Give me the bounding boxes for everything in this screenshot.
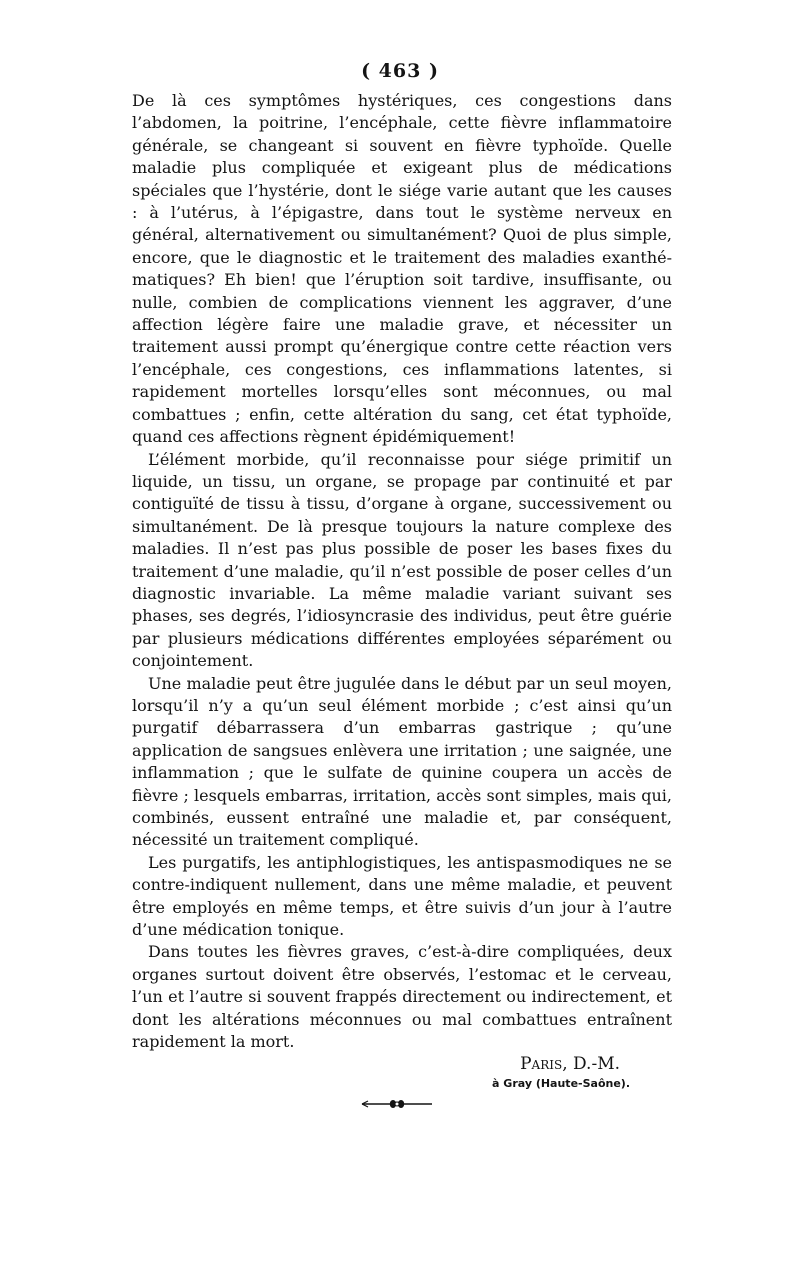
end-ornament-icon [360, 1097, 434, 1111]
body-text [132, 90, 672, 1053]
page-number: ( 463 ) [361, 60, 439, 82]
author-location: à Gray (Haute-Saône). [492, 1077, 630, 1090]
author-signature: Paris, D.-M. [520, 1054, 620, 1074]
paragraph-4: Les purgatifs, les antiphlogistiques, les antispasmodiques ne se contre-indiquent nullement, dans une même maladie, et peuvent être employés en même temps, et être suivis d’un jour à l’autre d’une médication tonique. [132, 852, 672, 940]
paragraph-3: Une maladie peut être jugulée dans le début par un seul moyen, lorsqu’il n’y a qu’un seul élément morbide ; c’est ainsi qu’un purgatif débarrassera d’un embarras gastrique ; qu’une application de sangsues enlèvera une irritation ; une saignée, une inflammation ; que le sulfate de quinine coupera un accès de fièvre ; lesquels embarras, irritation, accès sont simples, mais qui, combinés, eussent entraîné une maladie et, par conséquent, nécessité un traitement compliqué. [132, 673, 672, 850]
paragraph-1: De là ces symptômes hystériques, ces congestions dans l’abdomen, la poitrine, l’encéphale, cette fièvre inflammatoire générale, se changeant si souvent en fièvre typhoïde. Quelle maladie plus compliquée et exigeant plus de médications spéciales que l’hystérie, dont le siége varie autant que les causes : à l’utérus, à l’épigastre, dans tout le système nerveux en général, alternativement ou simultanément? Quoi de plus simple, encore, que le diagnostic et le traitement des maladies exanthématiques? Eh bien! que l’éruption soit tardive, insuffisante, ou nulle, combien de complications viennent les aggraver, d’une affection légère faire une maladie grave, et nécessiter un traitement aussi prompt qu’énergique contre cette réaction vers l’encéphale, ces congestions, ces inflammations latentes, si rapidement mortelles lorsqu’elles sont méconnues, ou mal combattues ; enfin, cette altération du sang, cet état typhoïde, quand ces affections règnent épidémiquement! [132, 91, 672, 447]
paragraph-2: L’élément morbide, qu’il reconnaisse pour siége primitif un liquide, un tissu, un organe, se propage par continuité et par contiguïté de tissu à tissu, d’organe à organe, successivement ou simultanément. De là presque toujours la nature complexe des maladies. Il n’est pas plus possible de poser les bases fixes du traitement d’une maladie, qu’il n’est possible de poser celles d’un diagnostic invariable. La même maladie variant suivant ses phases, ses degrés, l’idiosyncrasie des individus, peut être guérie par plusieurs médications différentes employées séparément ou conjointement. [132, 449, 672, 671]
paragraph-5: Dans toutes les fièvres graves, c’est-à-dire compliquées, deux organes surtout doivent être observés, l’estomac et le cerveau, l’un et l’autre si souvent frappés directement ou indirectement, et dont les altérations méconnues ou mal combattues entraînent rapidement la mort. [132, 942, 672, 1052]
